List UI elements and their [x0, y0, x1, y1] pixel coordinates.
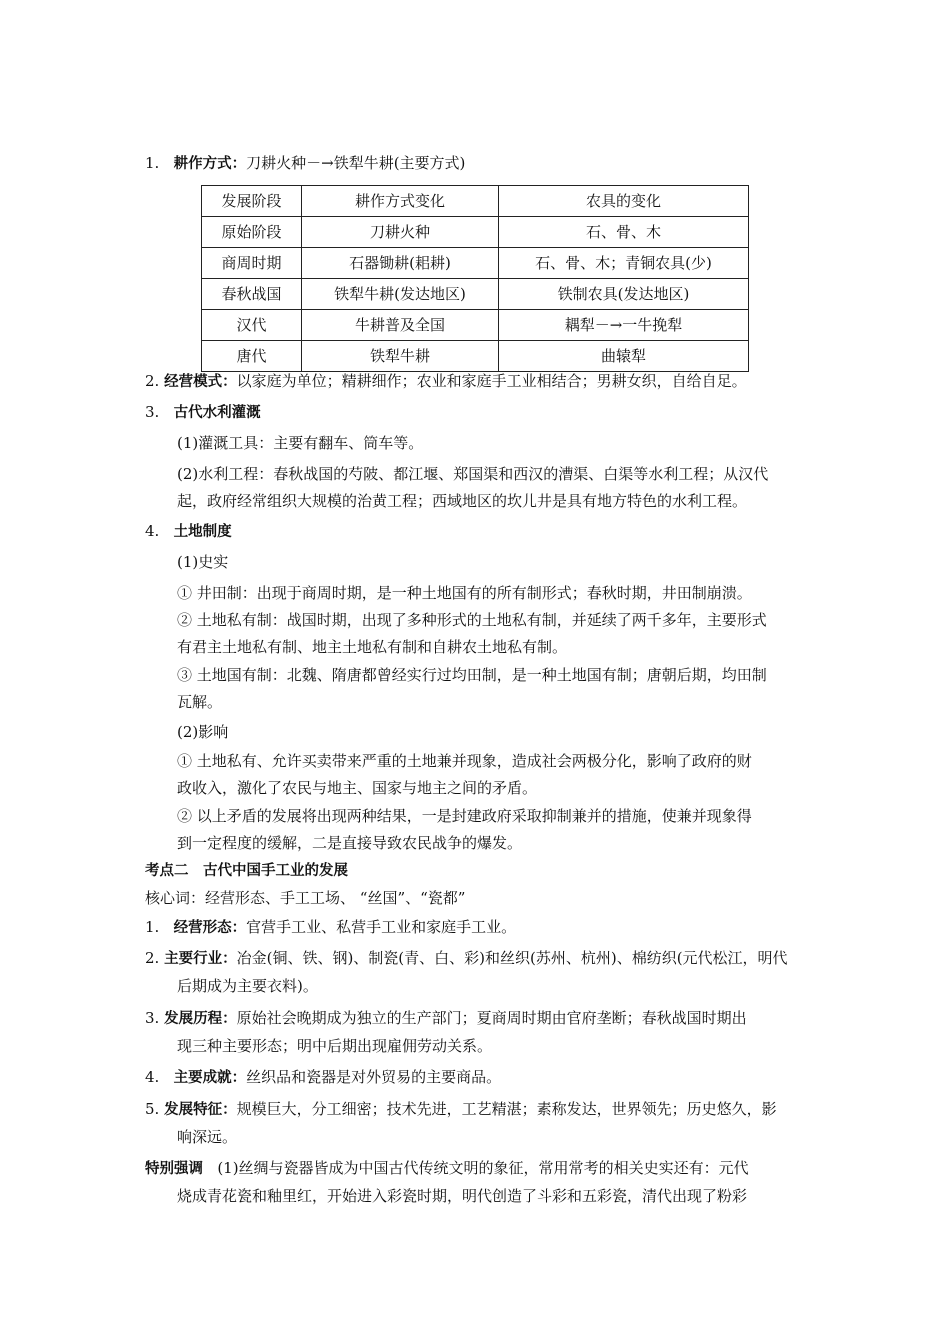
table-row: [202, 341, 749, 372]
item-title: 发展历程：: [164, 1011, 237, 1027]
table-cell: 刀耕火种: [302, 217, 499, 248]
item-number: 4.: [145, 1068, 160, 1086]
table-header: 发展阶段: [202, 186, 302, 217]
table-header: 耕作方式变化: [302, 186, 499, 217]
item-title: 发展特征：: [164, 1102, 237, 1118]
table-cell: 春秋战国: [202, 279, 302, 310]
item-title: 土地制度: [173, 524, 232, 540]
item-text: 以家庭为单位；精耕细作；农业和家庭手工业相结合；男耕女织，自给自足。: [236, 372, 747, 390]
table-cell: 石器锄耕(耜耕): [302, 248, 499, 279]
irrigation-projects: (2)水利工程：春秋战国的芍陂、都江堰、郑国渠和西汉的漕渠、白渠等水利工程；从汉代: [177, 465, 769, 483]
land-impact-1: ① 土地私有、允许买卖带来严重的土地兼并现象，造成社会两极分化，影响了政府的财: [177, 752, 752, 770]
land-fact-2-cont: 有君主土地私有制、地主土地私有制和自耕农土地私有制。: [177, 638, 568, 656]
table-cell: 牛耕普及全国: [302, 310, 499, 341]
land-fact-3: ③ 土地国有制：北魏、隋唐都曾经实行过均田制，是一种土地国有制；唐朝后期，均田制: [177, 666, 767, 684]
item-number: 4.: [145, 522, 160, 540]
item-text: 原始社会晚期成为独立的生产部门；夏商周时期由官府垄断；春秋战国时期出: [236, 1009, 747, 1027]
section-business-mode: [145, 368, 810, 395]
handicraft-item-3: [145, 1005, 810, 1032]
table-cell: 石、骨、木；青铜农具(少): [499, 248, 749, 279]
table-row: [202, 217, 749, 248]
special-note: [145, 1155, 810, 1182]
item-title: 耕作方式：: [173, 156, 247, 172]
land-impact-heading: (2)影响: [177, 723, 229, 741]
handicraft-item-2: [145, 945, 810, 972]
handicraft-item-2-cont: 后期成为主要衣料)。: [177, 977, 318, 995]
land-fact-1: ① 井田制：出现于商周时期，是一种土地国有的所有制形式；春秋时期，井田制崩溃。: [177, 584, 752, 602]
section-irrigation-heading: [145, 399, 810, 426]
table-header: 农具的变化: [499, 186, 749, 217]
item-text: 冶金(铜、铁、钢)、制瓷(青、白、彩)和丝织(苏州、杭州)、棉纺织(元代松江，明代: [236, 949, 788, 967]
item-title: 经营模式：: [164, 374, 237, 390]
land-impact-1-cont: 政收入，激化了农民与地主、国家与地主之间的矛盾。: [177, 779, 538, 797]
table-row: [202, 279, 749, 310]
handicraft-item-4: [145, 1064, 810, 1091]
table-cell: 原始阶段: [202, 217, 302, 248]
land-impact-2: ② 以上矛盾的发展将出现两种结果，一是封建政府采取抑制兼并的措施，使兼并现象得: [177, 807, 752, 825]
handicraft-item-3-cont: 现三种主要形态；明中后期出现雇佣劳动关系。: [177, 1037, 493, 1055]
irrigation-projects-cont: 起，政府经常组织大规模的治黄工程；西域地区的坎儿井是具有地方特色的水利工程。: [177, 492, 748, 510]
item-text: 丝织品和瓷器是对外贸易的主要商品。: [246, 1068, 502, 1086]
item-number: 3.: [145, 1009, 160, 1027]
table-cell: 石、骨、木: [499, 217, 749, 248]
item-title: 主要行业：: [164, 951, 237, 967]
item-text: 规模巨大，分工细密；技术先进，工艺精湛；素称发达，世界领先；历史悠久，影: [236, 1100, 777, 1118]
table-cell: 汉代: [202, 310, 302, 341]
item-title: 古代水利灌溉: [173, 405, 261, 421]
table-cell: 铁犁牛耕: [302, 341, 499, 372]
land-facts-heading: (1)史实: [177, 553, 229, 571]
item-number: 2.: [145, 949, 160, 967]
section-land-system-heading: [145, 518, 810, 545]
special-note-cont: 烧成青花瓷和釉里红，开始进入彩瓷时期，明代创造了斗彩和五彩瓷，清代出现了粉彩: [177, 1187, 748, 1205]
handicraft-item-5-cont: 响深远。: [177, 1128, 238, 1146]
exam-point-2-title: 考点二 古代中国手工业的发展: [145, 863, 348, 879]
section-farming-method: [145, 150, 810, 177]
farming-table: [201, 185, 749, 372]
table-row: [202, 248, 749, 279]
table-header-row: [202, 186, 749, 217]
table-cell: 铁犁牛耕(发达地区): [302, 279, 499, 310]
item-text: 刀耕火种－→铁犁牛耕(主要方式): [246, 154, 466, 172]
land-impact-2-cont: 到一定程度的缓解，二是直接导致农民战争的爆发。: [177, 834, 523, 852]
item-title: 经营形态：: [173, 920, 247, 936]
table-cell: 商周时期: [202, 248, 302, 279]
land-fact-2: ② 土地私有制：战国时期，出现了多种形式的土地私有制，并延续了两千多年，主要形式: [177, 611, 767, 629]
keywords: 核心词：经营形态、手工工场、 “丝国”、“瓷都”: [145, 889, 466, 907]
handicraft-item-1: [145, 914, 810, 941]
item-number: 1.: [145, 918, 160, 936]
item-number: 5.: [145, 1100, 160, 1118]
item-text: 官营手工业、私营手工业和家庭手工业。: [246, 918, 517, 936]
land-fact-3-cont: 瓦解。: [177, 693, 223, 711]
irrigation-tools: (1)灌溉工具：主要有翻车、筒车等。: [177, 434, 424, 452]
table-row: [202, 310, 749, 341]
item-number: 2.: [145, 372, 160, 390]
item-number: 3.: [145, 403, 160, 421]
table-cell: 耦犁－→一牛挽犁: [499, 310, 749, 341]
table-cell: 曲辕犁: [499, 341, 749, 372]
item-number: 1.: [145, 154, 160, 172]
item-title: 主要成就：: [173, 1070, 247, 1086]
handicraft-item-5: [145, 1096, 810, 1123]
table-cell: 唐代: [202, 341, 302, 372]
note-text: (1)丝绸与瓷器皆成为中国古代传统文明的象征，常用常考的相关史实还有：元代: [217, 1159, 749, 1177]
note-title: 特别强调: [145, 1161, 203, 1177]
table-cell: 铁制农具(发达地区): [499, 279, 749, 310]
